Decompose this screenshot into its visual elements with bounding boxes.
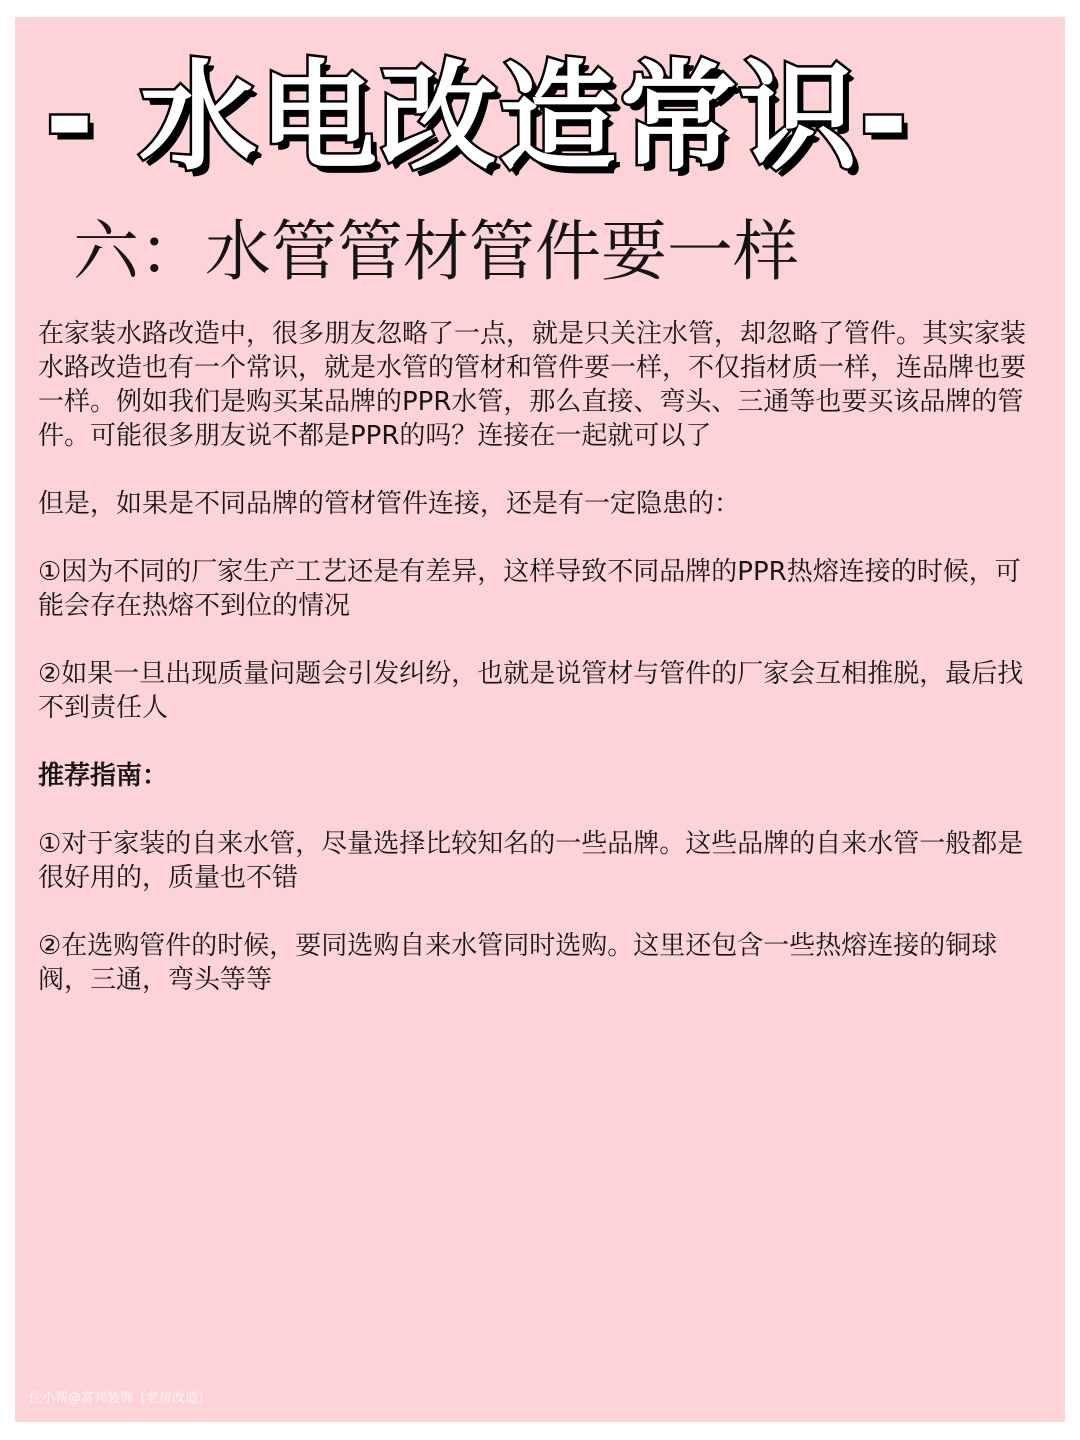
content-card	[15, 17, 1065, 1422]
risk-intro-paragraph: 但是，如果是不同品牌的管材管件连接，还是有一定隐患的：	[38, 489, 741, 519]
section-subtitle: 六：水管管材管件要一样	[73, 213, 799, 290]
recommend-item-2: ②在选购管件的时候，要同选购自来水管同时选购。这里还包含一些热熔连接的铜球阀，三通，弯头等等	[38, 931, 998, 995]
risk-item-2: ②如果一旦出现质量问题会引发纠纷，也就是说管材与管件的厂家会互相推脱，最后找不到责任人	[38, 659, 1024, 723]
recommend-heading: 推荐指南：	[38, 761, 169, 791]
article-body	[38, 317, 1038, 1031]
intro-paragraph: 在家装水路改造中，很多朋友忽略了一点，就是只关注水管，却忽略了管件。其实家装水路改造也有一个常识，就是水管的管材和管件要一样，不仅指材质一样，连品牌也要一样。例如我们是购买某品牌的PPR水管，那么直接、弯头、三通等也要买该品牌的管件。可能很多朋友说不都是PPR的吗？连接在一起就可以了	[38, 319, 1027, 451]
risk-item-1: ①因为不同的厂家生产工艺还是有差异，这样导致不同品牌的PPR热熔连接的时候，可能会存在热熔不到位的情况	[38, 557, 1021, 621]
watermark: 住小帮@富邦装饰（老房改造）	[29, 1391, 212, 1406]
recommend-item-1: ①对于家装的自来水管，尽量选择比较知名的一些品牌。这些品牌的自来水管一般都是很好用的，质量也不错	[38, 829, 1024, 893]
page-title: - 水电改造常识-	[45, 48, 911, 186]
